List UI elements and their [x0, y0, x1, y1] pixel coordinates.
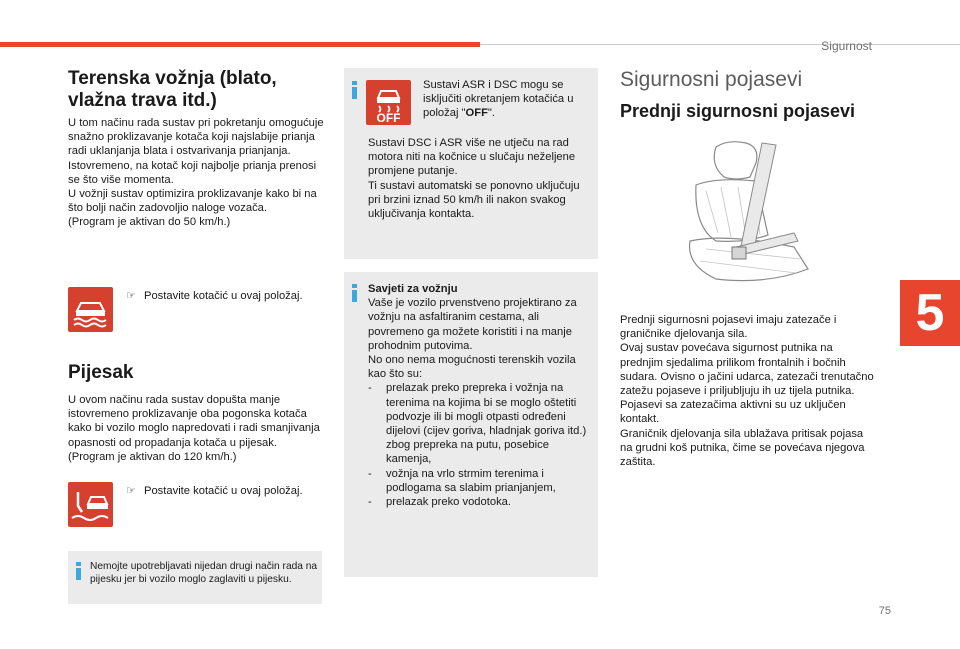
mud-bullet-text: Postavite kotačić u ovaj položaj. — [144, 290, 303, 302]
dsc-off-body-p1: Sustavi DSC i ASR više ne utječu na rad motora niti na kočnice u slučaju neželjene promjene putanje. — [368, 137, 576, 178]
sand-note-text: Nemojte upotrebljavati nijedan drugi način rada na pijesku jer bi vozilo moglo zaglaviti u pijesku. — [90, 561, 318, 585]
seatbelts-text — [620, 313, 874, 469]
sand-title: Pijesak — [68, 362, 134, 383]
bullet-mark-icon: ☞ — [126, 485, 137, 497]
sand-text-p2: (Program je aktivan do 120 km/h.) — [68, 450, 237, 463]
list-item: - prelazak preko prepreka i vožnja na terenima na kojima bi se moglo oštetiti podvozje ili bi mogli otpasti određeni dijelovi (cijev goriva, hladnjak goriva itd.) zbog prepreka na putu, posebice kamenja, — [368, 381, 594, 466]
dsc-off-body — [368, 136, 594, 221]
chapter-tab: 5 — [900, 280, 960, 346]
dsc-off-icon — [366, 80, 411, 125]
mud-bullet — [126, 289, 326, 303]
sand-bullet — [126, 484, 326, 498]
dsc-off-box — [344, 68, 598, 259]
sand-mode-icon — [68, 482, 113, 527]
info-icon — [76, 562, 81, 580]
dsc-off-lead-off: OFF — [465, 107, 488, 119]
seatbelts-p3: Pojasevi sa zatezačima aktivni su uz uključen kontakt. — [620, 399, 846, 426]
dsc-off-icon-label: OFF — [376, 111, 401, 125]
dsc-off-lead-a: Sustavi ASR i DSC mogu se isključiti okretanjem kotačića u položaj " — [423, 79, 574, 119]
seatbelts-title: Sigurnosni pojasevi — [620, 68, 803, 91]
driving-tips-p1: Vaše je vozilo prvenstveno projektirano za vožnju na asfaltiranim cestama, ali povremeno ga možete koristiti i na manje prohodnim putovima. — [368, 297, 577, 352]
offroad-title: Terenska vožnja (blato, vlažna trava itd.) — [68, 68, 277, 111]
driving-tips-box — [344, 272, 598, 577]
driving-tips-list — [368, 381, 594, 509]
front-seatbelts-subtitle: Prednji sigurnosni pojasevi — [620, 101, 856, 121]
dsc-off-lead — [423, 78, 591, 120]
offroad-intro-p2: U vožnji sustav optimizira proklizavanje kako bi na što bolji način zadovoljio naloge vozača. — [68, 188, 317, 215]
sand-bullet-text: Postavite kotačić u ovaj položaj. — [144, 485, 303, 497]
offroad-intro — [68, 116, 324, 230]
mud-mode-icon — [68, 287, 113, 332]
offroad-intro-p1: U tom načinu rada sustav pri pokretanju omogućuje snažno proklizavanje kotača koji najslabije prianja radi uklanjanja blata i ostvarivanja prianjanja. Istovremeno, na kotač koji najbolje prianja prenosi se što više momenta. — [68, 117, 324, 186]
sand-text-p1: U ovom načinu rada sustav dopušta manje istovremeno proklizavanje oba pogonska kotača kako bi vozilo moglo napredovati i radi smanjivanja opasnosti od propadanja kotača u pijesak. — [68, 394, 320, 449]
seat-belt-illustration — [676, 137, 826, 292]
page-number: 75 — [878, 605, 891, 617]
dsc-off-body-p2: Ti sustavi automatski se ponovno uključuju pri brzini iznad 50 km/h ili nakon svakog uključivanja kontakta. — [368, 179, 580, 221]
info-icon — [352, 284, 357, 302]
offroad-intro-p3: (Program je aktivan do 50 km/h.) — [68, 216, 231, 229]
sand-text — [68, 393, 324, 464]
dsc-off-lead-b: ". — [487, 107, 496, 119]
sand-note-box — [68, 551, 322, 604]
driving-tips-title: Savjeti za vožnju — [368, 283, 458, 295]
list-item: - prelazak preko vodotoka. — [368, 495, 594, 509]
section-label: Sigurnost — [821, 39, 872, 53]
driving-tips-content — [368, 282, 594, 509]
top-accent-bar — [0, 42, 480, 47]
top-divider-line — [480, 44, 960, 45]
bullet-mark-icon: ☞ — [126, 290, 137, 302]
list-item: - vožnja na vrlo strmim terenima i podlogama sa slabim prianjanjem, — [368, 467, 594, 495]
seatbelts-p1: Prednji sigurnosni pojasevi imaju zatezače i graničnike djelovanja sila. — [620, 314, 837, 341]
seatbelts-p2: Ovaj sustav povećava sigurnost putnika na prednjim sjedalima prilikom frontalnih i bočnih sudara. Ovisno o jačini udarca, zatezači trenutačno zatežu pojaseve i priljubljuju ih uz tijela putnika. — [620, 342, 874, 398]
seatbelts-p4: Graničnik djelovanja sila ublažava pritisak pojasa na grudni koš putnika, čime se povećava njegova zaštita. — [620, 427, 865, 469]
driving-tips-p2: No ono nema mogućnosti terenskih vozila kao što su: — [368, 354, 576, 381]
info-icon — [352, 81, 357, 99]
